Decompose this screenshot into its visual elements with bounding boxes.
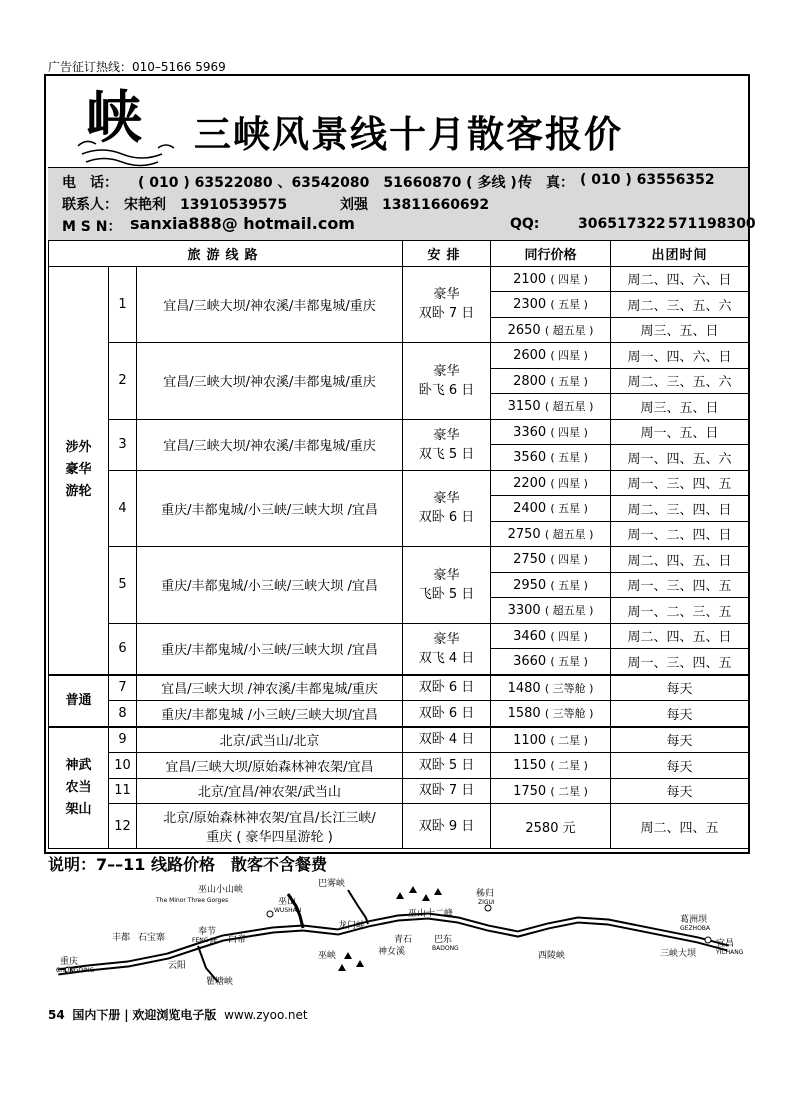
route-map xyxy=(48,872,748,997)
map-label: GEZHOBA xyxy=(680,925,711,932)
route-name: 宜昌/三峡大坝/神农溪/丰都鬼城/重庆 xyxy=(137,266,403,343)
map-label: 瞿塘峡 xyxy=(206,977,234,987)
price-value: 1100 xyxy=(513,732,547,748)
table-row xyxy=(49,753,749,779)
header-days: 出团时间 xyxy=(611,241,749,267)
departure-days: 周一、三、四、五 xyxy=(611,572,749,598)
price-cell xyxy=(491,778,611,804)
header-route: 旅游线路 xyxy=(49,241,403,267)
price-cell xyxy=(491,521,611,547)
fax-value: ( 010 ) 63556352 xyxy=(580,172,715,188)
departure-days: 周二、三、五、六 xyxy=(611,368,749,394)
price-cell xyxy=(491,266,611,292)
price-cell xyxy=(491,343,611,369)
map-label: CHONGQING xyxy=(56,967,95,974)
category-luxury: 涉外 豪华 游轮 xyxy=(49,266,109,675)
page-footer xyxy=(48,1006,308,1023)
map-label: 秭归 xyxy=(476,889,495,899)
arrangement: 双卧 4 日 xyxy=(403,727,491,753)
price-value: 3660 xyxy=(513,654,547,670)
table-row xyxy=(49,778,749,804)
map-label: 葛洲坝 xyxy=(680,915,708,925)
arrangement: 双卧 5 日 xyxy=(403,753,491,779)
arrangement xyxy=(403,547,491,624)
map-label: 宜昌 xyxy=(716,939,735,949)
arrangement: 双卧 6 日 xyxy=(403,701,491,727)
map-label: 西陵峡 xyxy=(538,951,566,961)
route-number: 11 xyxy=(109,778,137,804)
price-value: 3300 xyxy=(507,603,541,619)
table-row xyxy=(49,343,749,369)
departure-days: 每天 xyxy=(611,727,749,753)
price-cell xyxy=(491,547,611,573)
price-value: 1580 xyxy=(507,706,541,722)
map-label: 巫山小山峡 xyxy=(198,885,244,895)
route-number: 2 xyxy=(109,343,137,420)
phone-value: ( 010 ) 63522080 、63542080 51660870 ( 多线 ) xyxy=(138,175,517,191)
price-cell xyxy=(491,623,611,649)
departure-days: 周一、二、三、五 xyxy=(611,598,749,624)
departure-days: 周三、五、日 xyxy=(611,394,749,420)
route-name: 宜昌/三峡大坝/原始森林神农架/宜昌 xyxy=(137,753,403,779)
route-line-1: 北京/原始森林神农架/宜昌/长江三峡/ xyxy=(163,811,376,826)
map-label: 白帝 xyxy=(228,935,247,945)
price-value: 3150 xyxy=(507,399,541,415)
arrangement: 双卧 7 日 xyxy=(403,778,491,804)
notes: 说明：7––11 线路价格 散客不含餐费 xyxy=(48,855,327,874)
departure-days: 周二、四、五 xyxy=(611,804,749,849)
route-number: 8 xyxy=(109,701,137,727)
grade: ( 超五星 ) xyxy=(544,604,594,618)
contact-panel xyxy=(48,167,756,241)
map-label: The Minor Three Gorges xyxy=(156,897,229,904)
departure-days: 周二、三、四、日 xyxy=(611,496,749,522)
map-label: WUSHAN xyxy=(274,907,302,914)
arrangement-days: 双卧 6 日 xyxy=(418,510,475,526)
departure-days: 周一、五、日 xyxy=(611,419,749,445)
price-value: 1150 xyxy=(513,758,547,774)
price-cell xyxy=(491,727,611,753)
price-value: 2750 xyxy=(513,552,547,568)
map-label: 三峡大坝 xyxy=(660,949,697,959)
route-number: 9 xyxy=(109,727,137,753)
arrangement-class: 豪华 xyxy=(433,491,460,507)
price-value: 2580 元 xyxy=(525,820,576,836)
table-row xyxy=(49,623,749,649)
msn-label: M S N： xyxy=(62,219,122,235)
map-label: ZIGUI xyxy=(478,899,495,906)
map-label: 巴东 xyxy=(434,935,453,945)
map-label: 青石 xyxy=(394,935,413,945)
map-label: 巫山十二峰 xyxy=(408,909,454,919)
departure-days: 每天 xyxy=(611,675,749,701)
grade: ( 超五星 ) xyxy=(544,527,594,541)
map-label: 云阳 xyxy=(168,961,187,971)
price-value: 1750 xyxy=(513,783,547,799)
price-value: 2950 xyxy=(513,577,547,593)
price-cell xyxy=(491,701,611,727)
price-cell xyxy=(491,496,611,522)
price-value: 2200 xyxy=(513,475,547,491)
price-cell xyxy=(491,368,611,394)
footer-slogan: 欢迎浏览电子版 xyxy=(132,1008,217,1022)
arrangement-class: 豪华 xyxy=(433,427,460,443)
map-label: YICHANG xyxy=(716,949,744,956)
route-number: 6 xyxy=(109,623,137,675)
price-value: 3460 xyxy=(513,628,547,644)
qq-1: 306517322 xyxy=(578,216,666,232)
departure-days: 周一、三、四、五 xyxy=(611,470,749,496)
person-2: 刘强 13811660692 xyxy=(340,197,490,213)
table-row xyxy=(49,727,749,753)
fax-label: 传 真： xyxy=(518,175,574,191)
grade: ( 四星 ) xyxy=(550,476,588,490)
qq-label: QQ: xyxy=(510,216,540,232)
route-number: 7 xyxy=(109,675,137,701)
route-number: 12 xyxy=(109,804,137,849)
route-name: 北京/宜昌/神农架/武当山 xyxy=(137,778,403,804)
price-cell xyxy=(491,675,611,701)
phone-label: 电 话： xyxy=(62,175,118,191)
grade: ( 二星 ) xyxy=(550,733,588,747)
grade: ( 二星 ) xyxy=(550,759,588,773)
price-value: 3360 xyxy=(513,424,547,440)
price-value: 2600 xyxy=(513,348,547,364)
route-name: 北京/武当山/北京 xyxy=(137,727,403,753)
price-cell xyxy=(491,470,611,496)
grade: ( 四星 ) xyxy=(550,272,588,286)
table-row xyxy=(49,701,749,727)
map-label: FENG JIE xyxy=(192,937,218,944)
map-label: 神女溪 xyxy=(378,947,406,957)
grade: ( 四星 ) xyxy=(550,553,588,567)
route-number: 3 xyxy=(109,419,137,470)
departure-days: 周一、二、四、日 xyxy=(611,521,749,547)
price-cell xyxy=(491,598,611,624)
price-cell xyxy=(491,317,611,343)
departure-days: 周二、四、五、日 xyxy=(611,547,749,573)
page-title: 三峡风景线十月散客报价 xyxy=(194,112,623,156)
price-value: 2800 xyxy=(513,373,547,389)
price-value: 2400 xyxy=(513,501,547,517)
arrangement xyxy=(403,266,491,343)
arrangement xyxy=(403,343,491,420)
price-value: 3560 xyxy=(513,450,547,466)
category-normal: 普通 xyxy=(49,675,109,727)
departure-days: 每天 xyxy=(611,753,749,779)
route-name: 宜昌/三峡大坝/神农溪/丰都鬼城/重庆 xyxy=(137,343,403,420)
footer-section: 国内下册 xyxy=(72,1008,121,1022)
price-value: 2750 xyxy=(507,526,541,542)
grade: ( 超五星 ) xyxy=(544,323,594,337)
footer-separator: | xyxy=(124,1008,129,1022)
map-label: 重庆 xyxy=(60,957,79,967)
route-name: 宜昌/三峡大坝 /神农溪/丰都鬼城/重庆 xyxy=(137,675,403,701)
grade: ( 五星 ) xyxy=(550,374,588,388)
arrangement-class: 豪华 xyxy=(433,631,460,647)
footer-url[interactable]: www.zyoo.net xyxy=(224,1008,308,1022)
map-label: 巫峡 xyxy=(318,951,337,961)
arrangement-days: 双飞 4 日 xyxy=(418,650,475,666)
price-cell xyxy=(491,445,611,471)
logo-character: 峡 xyxy=(86,85,142,151)
route-number: 1 xyxy=(109,266,137,343)
map-label: 巴雾峡 xyxy=(318,879,346,889)
grade: ( 三等舱 ) xyxy=(544,681,594,695)
tributary-2 xyxy=(348,890,368,924)
table-row xyxy=(49,266,749,292)
route-name: 重庆/丰都鬼城/小三峡/三峡大坝 /宜昌 xyxy=(137,470,403,547)
route-number: 5 xyxy=(109,547,137,624)
map-label: BADONG xyxy=(432,945,459,952)
price-value: 2650 xyxy=(507,322,541,338)
map-label: 石宝寨 xyxy=(138,933,166,943)
departure-days: 周一、四、六、日 xyxy=(611,343,749,369)
route-name: 重庆/丰都鬼城 /小三峡/三峡大坝/宜昌 xyxy=(137,701,403,727)
grade: ( 三等舱 ) xyxy=(544,707,594,721)
price-cell xyxy=(491,292,611,318)
map-label: 龙门峡 xyxy=(338,921,366,931)
departure-days: 周三、五、日 xyxy=(611,317,749,343)
person-label: 联系人： xyxy=(62,197,118,213)
table-row xyxy=(49,804,749,849)
price-cell xyxy=(491,753,611,779)
arrangement-days: 双飞 5 日 xyxy=(418,446,475,462)
table-row xyxy=(49,547,749,573)
grade: ( 四星 ) xyxy=(550,425,588,439)
arrangement-days: 双卧 7 日 xyxy=(418,306,475,322)
person-1: 宋艳利 13910539575 xyxy=(124,197,288,213)
grade: ( 超五星 ) xyxy=(544,400,594,414)
map-label: 奉节 xyxy=(198,927,217,937)
route-name: 宜昌/三峡大坝/神农溪/丰都鬼城/重庆 xyxy=(137,419,403,470)
price-cell xyxy=(491,572,611,598)
grade: ( 五星 ) xyxy=(550,451,588,465)
grade: ( 五星 ) xyxy=(550,655,588,669)
departure-days: 周一、四、五、六 xyxy=(611,445,749,471)
arrangement: 双卧 9 日 xyxy=(403,804,491,849)
departure-days: 周二、四、五、日 xyxy=(611,623,749,649)
arrangement-class: 豪华 xyxy=(433,287,460,303)
departure-days: 周二、三、五、六 xyxy=(611,292,749,318)
price-cell xyxy=(491,804,611,849)
route-number: 4 xyxy=(109,470,137,547)
grade: ( 四星 ) xyxy=(550,349,588,363)
map-label: 丰都 xyxy=(112,933,131,943)
qq-2: 571198300 xyxy=(668,216,756,232)
route-name: 重庆/丰都鬼城/小三峡/三峡大坝 /宜昌 xyxy=(137,623,403,675)
route-line-2: 重庆 ( 豪华四星游轮 ) xyxy=(206,830,333,845)
grade: ( 五星 ) xyxy=(550,578,588,592)
grade: ( 二星 ) xyxy=(550,784,588,798)
price-value: 1480 xyxy=(507,680,541,696)
route-name xyxy=(137,804,403,849)
departure-days: 周一、三、四、五 xyxy=(611,649,749,675)
table-row xyxy=(49,470,749,496)
price-value: 2300 xyxy=(513,297,547,313)
route-name: 重庆/丰都鬼城/小三峡/三峡大坝 /宜昌 xyxy=(137,547,403,624)
departure-days: 每天 xyxy=(611,701,749,727)
departure-days: 周二、四、六、日 xyxy=(611,266,749,292)
departure-days: 每天 xyxy=(611,778,749,804)
grade: ( 四星 ) xyxy=(550,629,588,643)
table-row xyxy=(49,419,749,445)
price-cell xyxy=(491,649,611,675)
page-number: 54 xyxy=(48,1008,65,1022)
price-value: 2100 xyxy=(513,271,547,287)
route-number: 10 xyxy=(109,753,137,779)
table-row xyxy=(49,675,749,701)
price-cell xyxy=(491,419,611,445)
header-price: 同行价格 xyxy=(491,241,611,267)
header-arrange: 安排 xyxy=(403,241,491,267)
msn-value: sanxia888@ hotmail.com xyxy=(130,214,355,233)
arrangement xyxy=(403,470,491,547)
arrangement-class: 豪华 xyxy=(433,363,460,379)
map-label: 巫山 xyxy=(278,897,297,907)
arrangement-class: 豪华 xyxy=(433,567,460,583)
price-cell xyxy=(491,394,611,420)
price-table xyxy=(48,240,749,849)
arrangement-days: 卧飞 6 日 xyxy=(418,382,475,398)
arrangement xyxy=(403,623,491,675)
ad-hotline: 广告征订热线：010–5166 5969 xyxy=(48,60,226,74)
arrangement xyxy=(403,419,491,470)
arrangement-days: 飞卧 5 日 xyxy=(418,586,475,602)
arrangement: 双卧 6 日 xyxy=(403,675,491,701)
grade: ( 五星 ) xyxy=(550,298,588,312)
category-wudang: 神武 农当 架山 xyxy=(49,727,109,849)
grade: ( 五星 ) xyxy=(550,502,588,516)
